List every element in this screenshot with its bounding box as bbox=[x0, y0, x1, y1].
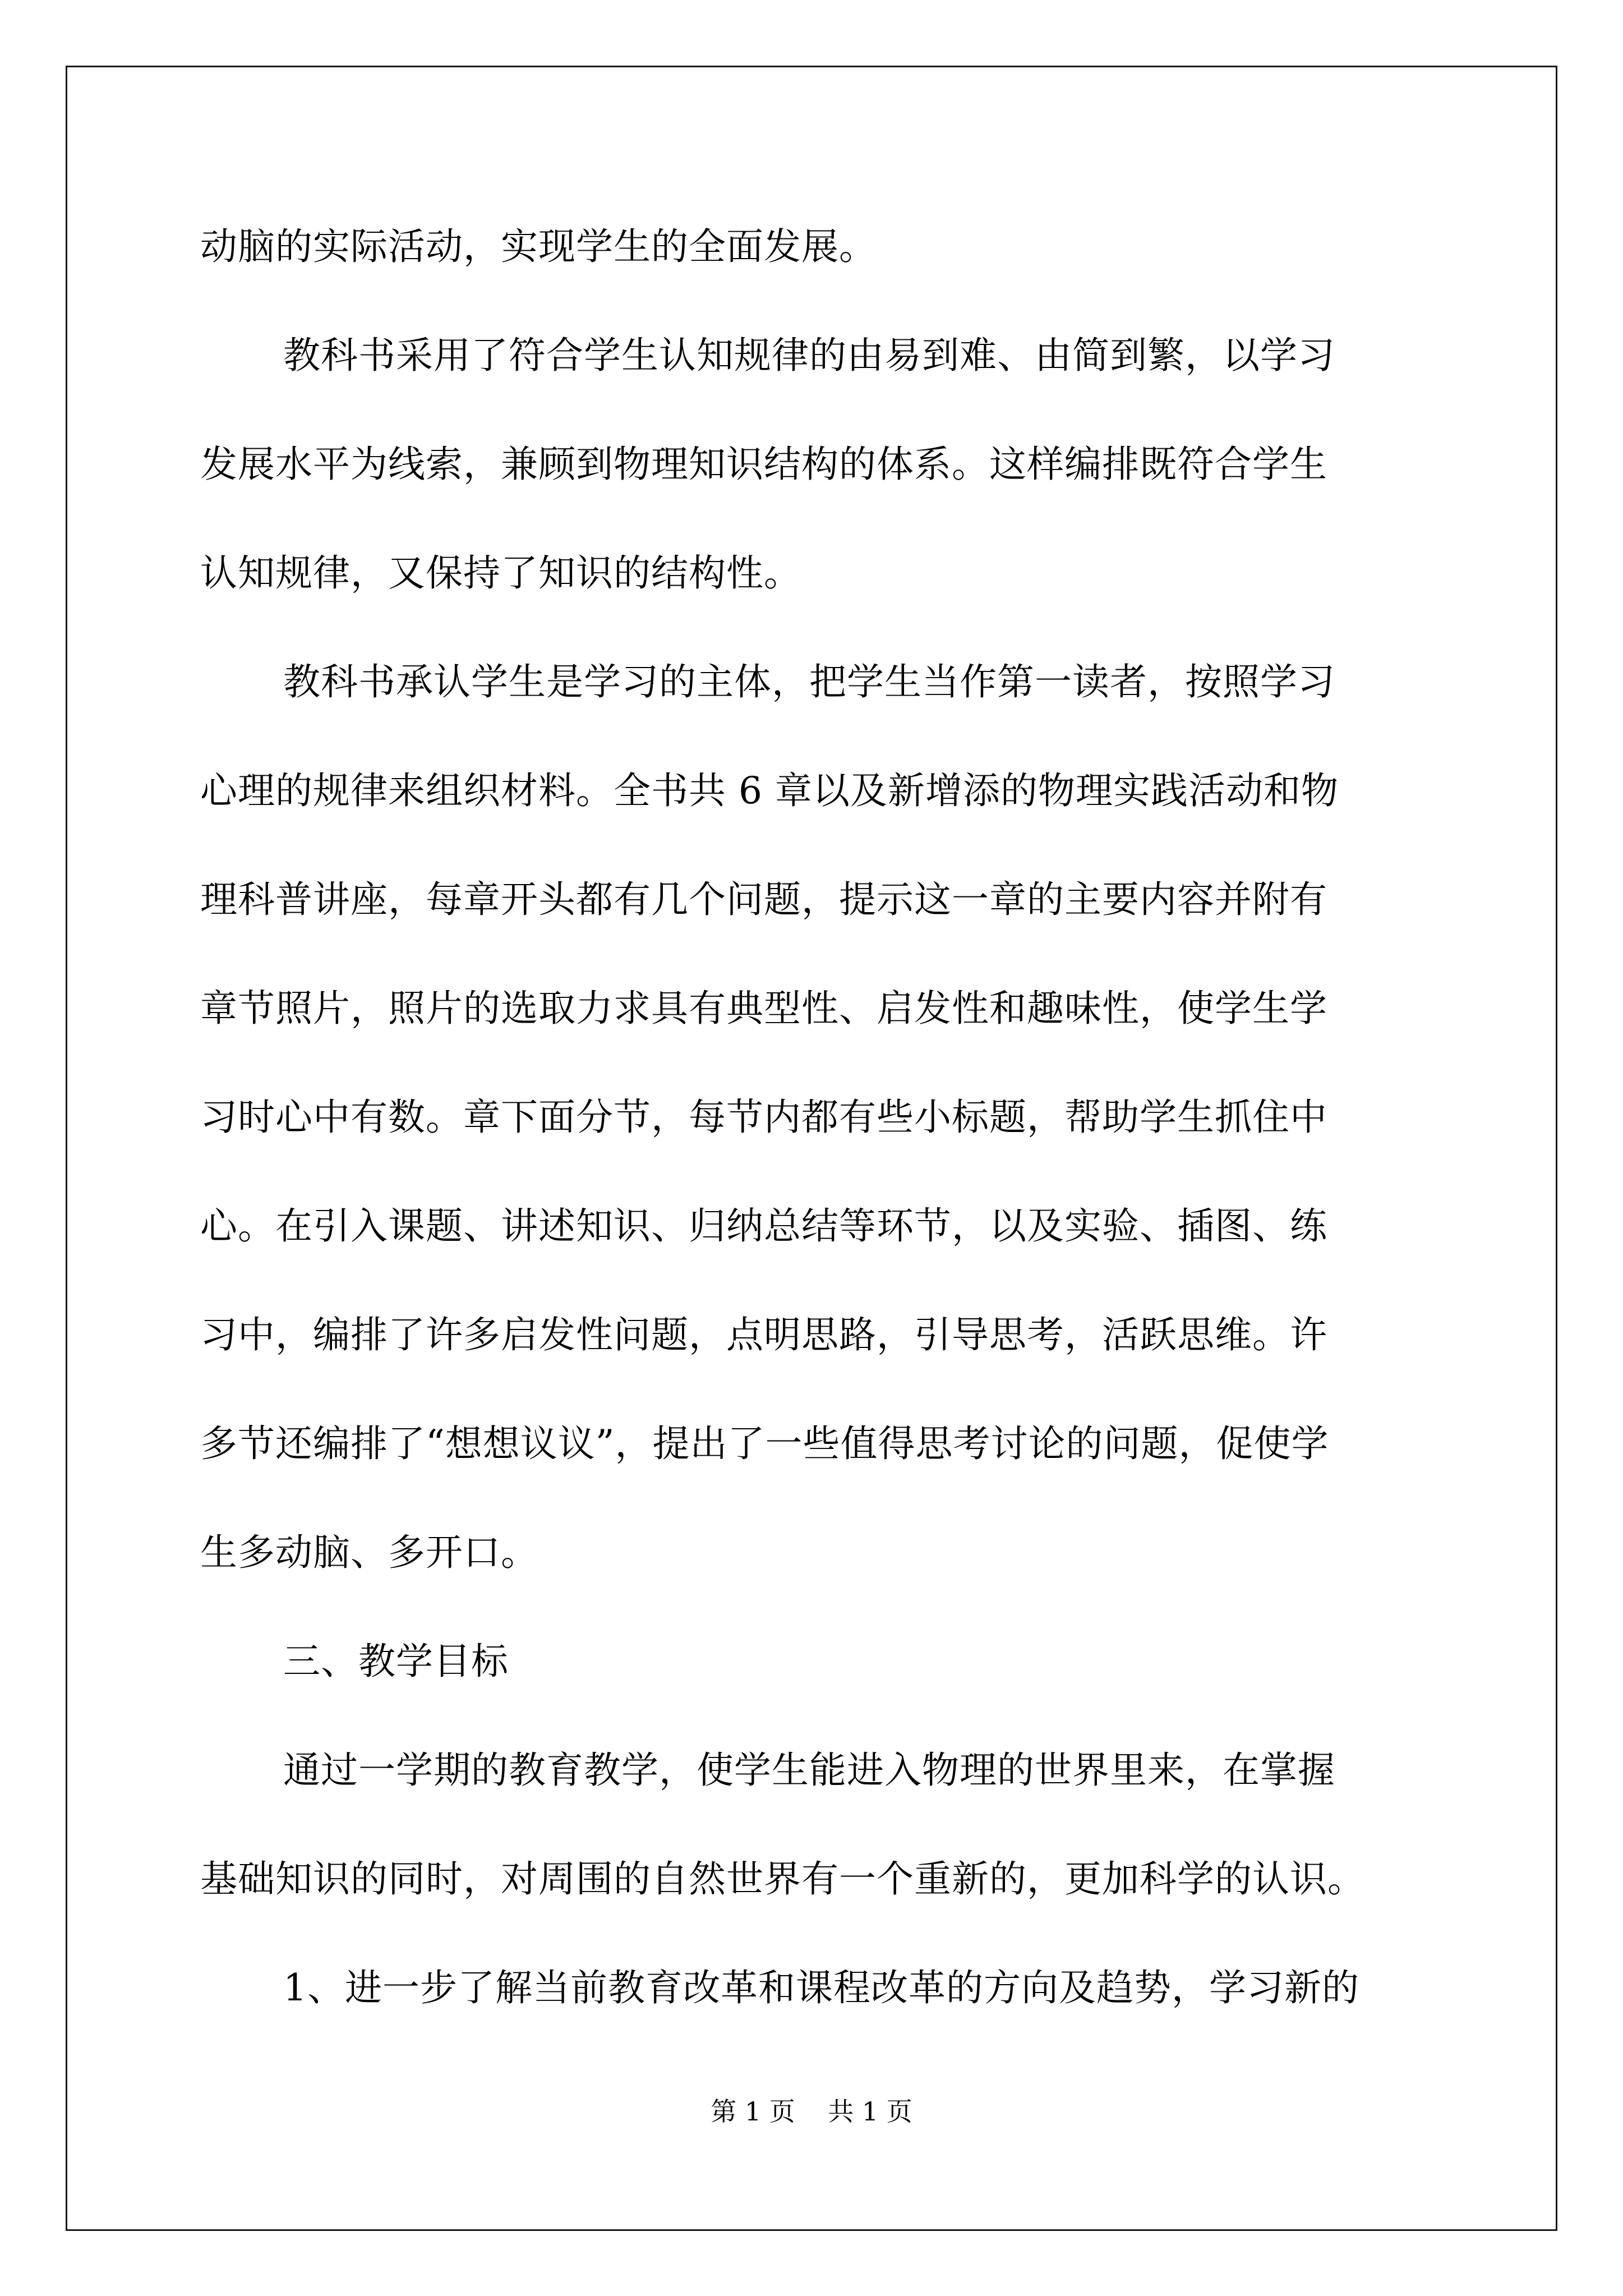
section-heading: 三、教学目标 bbox=[283, 1640, 509, 1683]
text-line-13: 生多动脑、多开口。 bbox=[200, 1531, 538, 1574]
text-line-8: 章节照片，照片的选取力求具有典型性、启发性和趣味性，使学生学 bbox=[200, 987, 1327, 1030]
page-border bbox=[66, 66, 1557, 2231]
text-line-2: 教科书采用了符合学生认知规律的由易到难、由简到繁，以学习 bbox=[283, 334, 1335, 377]
text-line-11: 习中，编排了许多启发性问题，点明思路，引导思考，活跃思维。许 bbox=[200, 1313, 1327, 1356]
text-line-9: 习时心中有数。章下面分节，每节内都有些小标题，帮助学生抓住中 bbox=[200, 1096, 1327, 1139]
text-line-1: 动脑的实际活动，实现学生的全面发展。 bbox=[200, 225, 877, 268]
text-line-7: 理科普讲座，每章开头都有几个问题，提示这一章的主要内容并附有 bbox=[200, 878, 1327, 921]
text-line-5: 教科书承认学生是学习的主体，把学生当作第一读者，按照学习 bbox=[283, 660, 1335, 703]
text-line-17: 1、进一步了解当前教育改革和课程改革的方向及趋势，学习新的 bbox=[283, 1966, 1359, 2009]
text-line-6: 心理的规律来组织材料。全书共 6 章以及新增添的物理实践活动和物 bbox=[200, 769, 1339, 812]
text-line-4: 认知规律，又保持了知识的结构性。 bbox=[200, 551, 801, 595]
page-footer: 第 1 页 共 1 页 bbox=[711, 2096, 912, 2127]
text-line-3: 发展水平为线索，兼顾到物理知识结构的体系。这样编排既符合学生 bbox=[200, 443, 1327, 486]
text-line-10: 心。在引入课题、讲述知识、归纳总结等环节，以及实验、插图、练 bbox=[200, 1204, 1327, 1248]
text-line-16: 基础知识的同时，对周围的自然世界有一个重新的，更加科学的认识。 bbox=[200, 1857, 1365, 1901]
text-line-12: 多节还编排了“想想议议”，提出了一些值得思考讨论的问题，促使学 bbox=[200, 1422, 1329, 1465]
text-line-15: 通过一学期的教育教学，使学生能进入物理的世界里来，在掌握 bbox=[283, 1749, 1335, 1792]
